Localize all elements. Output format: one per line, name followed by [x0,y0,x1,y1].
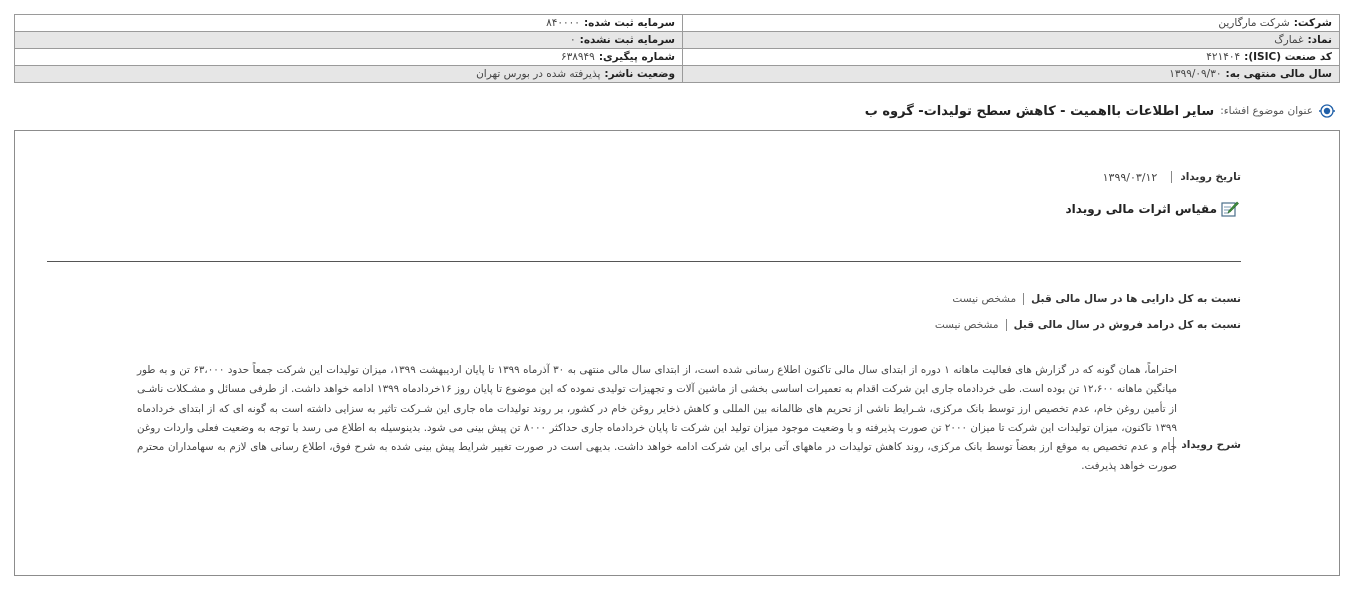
event-description-text: احتراماً، همان گونه که در گزارش های فعالیت ماهانه ۱ دوره از ابتدای سال مالی تاکنون اطلاع رسانی شده است، از ابتدای سال مالی منتهی به ۳۰ آذرماه ۱۳۹۹ تا پایان اردیبهشت ۱۳۹۹، میزان تولیدات این شرکت جمعاً حدود ۶۳،۰۰۰ تن و به طور میانگین ماهانه ۱۲،۶۰۰ تن بوده است. طی خردادماه جاری این شرکت اقدام به تعمیرات اساسی بخشی از ماشین آلات و تجهیزات تولیدی نموده که این موضوع تا پایان روز ۱۶خردادماه ۱۳۹۹ ادامه خواهد داشت. از طرفی مسائل و مشـکلات ناشـی از تأمین روغن خام، عدم تخصیص ارز توسط بانک مرکزی، شـرایط ناشی از تحریم های ظالمانه بین المللی و کاهش ذخایر روغن خام در کشور، بر روند تولیدات ماه جاری این شـرکت تاثیر به سزایی داشته است به گونه ای که از ابتدای خردادماه ۱۳۹۹ تاکنون، میزان تولیدات این شرکت تا میزان ۲۰۰۰ تن صورت پذیرفته و با وضعیت موجود میزان تولید این شرکت تا پایان خردادماه جاری حداکثر ۸۰۰۰ تن پیش بینی می شود. بدینوسیله به اطلاع می رسد با توجه به وضعیت فعلی واردات روغن خام و عدم تخصیص به موقع ارز بعضاً توسط بانک مرکزی، روند کاهش تولیدات در ماههای آتی برای این شرکت ادامه خواهد داشت. بدیهی است در صورت تغییر شرایط پیش بینی شده به شرح فوق، اطلاع رسانی های لازم به سهامداران محترم صورت خواهد پذیرفت. [137,364,1177,473]
company-value: شرکت مارگارین [1218,17,1290,29]
financial-effects-heading [1066,201,1239,217]
tracking-number-label: شماره پیگیری: [598,51,675,63]
unregistered-capital-value: ۰ [570,34,576,46]
event-date-label: تاریخ رویداد [1171,171,1241,183]
registered-capital-cell [15,15,683,32]
event-date-row [1103,169,1241,185]
registered-capital-label: سرمایه ثبت شده: [583,17,675,29]
info-row-isic [15,49,1340,66]
event-date-value: ۱۳۹۹/۰۳/۱۲ [1102,170,1158,184]
edit-note-icon [1221,201,1239,217]
company-cell [683,15,1340,32]
unregistered-capital-cell [15,32,683,49]
isic-value: ۴۲۱۴۰۴ [1206,51,1241,63]
isic-label: کد صنعت (ISIC): [1244,51,1332,63]
publisher-status-cell [15,66,683,83]
fiscal-year-label: سال مالی منتهی به: [1225,68,1332,80]
target-bullet-icon [1319,103,1335,119]
isic-cell [683,49,1340,66]
company-label: شرکت: [1293,17,1332,29]
disclosure-subject [865,101,1335,121]
financial-effects-title: مقیاس اثرات مالی رویداد [1065,202,1217,216]
subject-title: سایر اطلاعات بااهمیت - کاهش سطح تولیدات- گروه ب [864,103,1215,119]
fiscal-year-value: ۱۳۹۹/۰۹/۳۰ [1169,68,1222,80]
info-row-symbol [15,32,1340,49]
publisher-status-value: پذیرفته شده در بورس تهران [476,68,601,80]
event-description-label: شرح رویداد [1173,437,1241,453]
symbol-value: غمارگ [1274,34,1304,46]
company-info-table [14,14,1340,83]
ratio-assets-label: نسبت به کل دارایی ها در سال مالی قبل [1023,293,1241,305]
info-row-company [15,15,1340,32]
ratio-assets-value: مشخص نیست [952,293,1017,305]
tracking-number-value: ۶۳۸۹۴۹ [560,51,595,63]
subject-prefix: عنوان موضوع افشاء: [1220,105,1313,117]
fiscal-year-cell [683,66,1340,83]
ratio-row-revenue [935,317,1241,333]
symbol-label: نماد: [1307,34,1332,46]
info-row-fiscal-year [15,66,1340,83]
event-card [14,130,1340,576]
ratio-row-assets [952,291,1241,307]
tracking-number-cell [15,49,683,66]
ratio-revenue-value: مشخص نیست [934,319,999,331]
section-divider [47,261,1241,262]
symbol-cell [683,32,1340,49]
unregistered-capital-label: سرمایه ثبت نشده: [579,34,675,46]
ratio-revenue-label: نسبت به کل درامد فروش در سال مالی قبل [1006,319,1241,331]
publisher-status-label: وضعیت ناشر: [604,68,675,80]
registered-capital-value: ۸۴۰۰۰۰ [546,17,580,29]
